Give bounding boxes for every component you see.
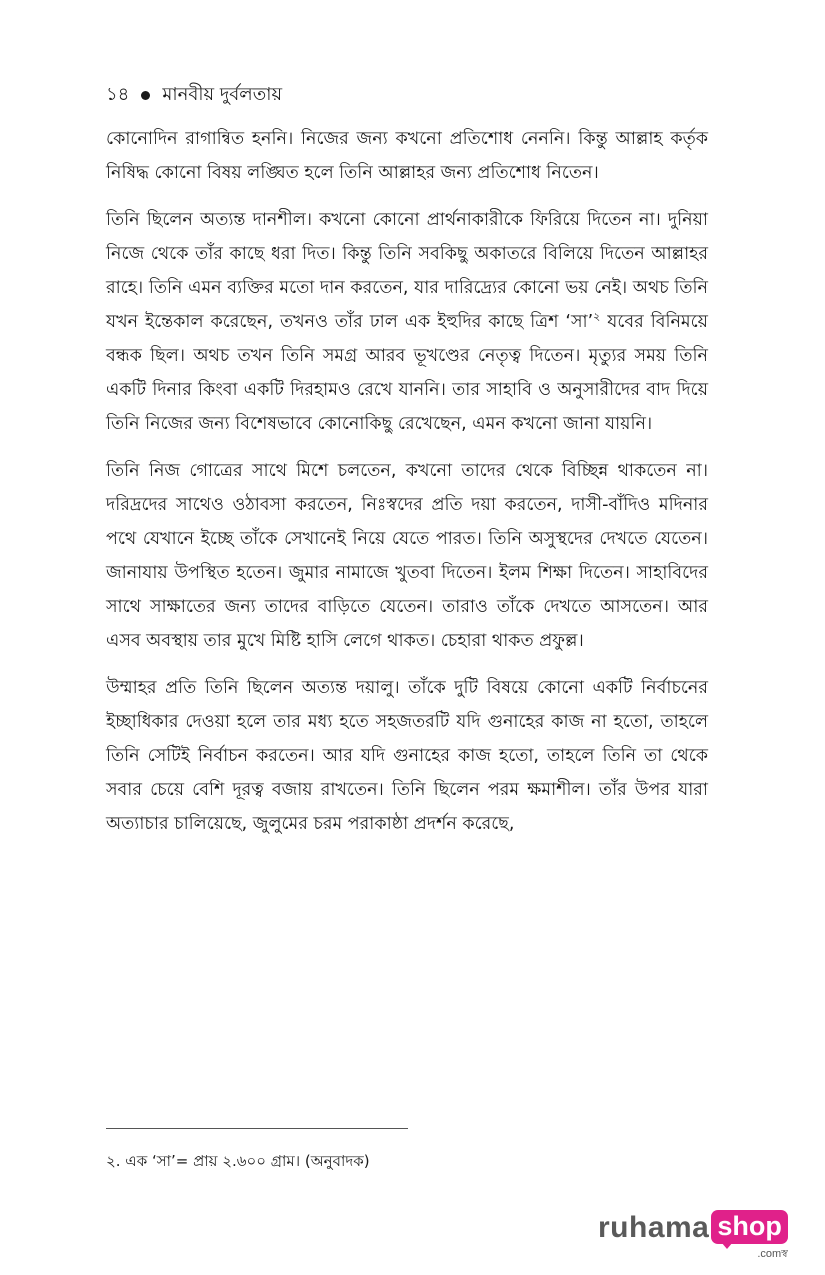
paragraph-2 — [106, 203, 708, 441]
bullet-separator — [141, 91, 150, 100]
paragraph-4: উম্মাহর প্রতি তিনি ছিলেন অত্যন্ত দয়ালু। তাঁকে দুটি বিষয়ে কোনো একটি নির্বাচনের ইচ্ছাধিকার দেওয়া হলে তার মধ্য হতে সহজতরটি যদি গুনাহের কাজ না হতো, তাহলে তিনি সেটিই নির্বাচন করতেন। আর যদি গুনাহের কাজ হতো, তাহলে তিনি তা থেকে সবার চেয়ে বেশি দূরত্ব বজায় রাখতেন। তিনি ছিলেন পরম ক্ষমাশীল। তাঁর উপর যারা অত্যাচার চালিয়েছে, জুলুমের চরম পরাকাষ্ঠা প্রদর্শন করেছে, — [106, 678, 708, 834]
logo-text-shop: shop — [711, 1210, 788, 1244]
book-title: মানবীয় দুর্বলতায় — [162, 84, 283, 105]
paragraph-2-text-b: যবের বিনিময়ে বন্ধক ছিল। অথচ তখন তিনি সমগ্র আরব ভূখণ্ডের নেতৃত্ব দিতেন। মৃত্যুর সময় তিনি একটি দিনার কিংবা একটি দিরহামও রেখে যাননি। তার সাহাবি ও অনুসারীদের বাদ দিয়ে তিনি নিজের জন্য বিশেষভাবে কোনোকিছু রেখেছেন, এমন কখনো জানা যায়নি। — [106, 312, 708, 434]
body-text — [106, 122, 708, 854]
logo-text-ruhama: ruhama — [598, 1211, 710, 1244]
footnote-reference: ২ — [593, 310, 601, 324]
logo-shop-badge — [711, 1210, 788, 1260]
paragraph-2-text-a: তিনি ছিলেন অত্যন্ত দানশীল। কখনো কোনো প্রার্থনাকারীকে ফিরিয়ে দিতেন না। দুনিয়া নিজে থেকে তাঁর কাছে ধরা দিত। কিন্তু তিনি সবকিছু অকাতরে বিলিয়ে দিতেন আল্লাহর রাহে। তিনি এমন ব্যক্তির মতো দান করতেন, যার দারিদ্র্যের কোনো ভয় নেই। অথচ তিনি যখন ইন্তেকাল করেছেন, তখনও তাঁর ঢাল এক ইহুদির কাছে ত্রিশ ‘সা’ — [106, 210, 708, 332]
footnote: ২. এক ‘সা’= প্রায় ২.৬০০ গ্রাম। (অনুবাদক) — [106, 1152, 370, 1170]
speech-bubble-tail-icon — [721, 1242, 733, 1249]
logo-domain: .comস্ব — [757, 1248, 788, 1260]
ruhamashop-logo — [598, 1210, 788, 1260]
running-header — [106, 80, 282, 111]
footnote-divider — [106, 1128, 408, 1129]
paragraph-1: কোনোদিন রাগান্বিত হননি। নিজের জন্য কখনো প্রতিশোধ নেননি। কিন্তু আল্লাহ কর্তৃক নিষিদ্ধ কোনো বিষয় লঙ্ঘিত হলে তিনি আল্লাহর জন্য প্রতিশোধ নিতেন। — [106, 129, 708, 183]
paragraph-3: তিনি নিজ গোত্রের সাথে মিশে চলতেন, কখনো তাদের থেকে বিচ্ছিন্ন থাকতেন না। দরিদ্রদের সাথেও ওঠাবসা করতেন, নিঃস্বদের প্রতি দয়া করতেন, দাসী-বাঁদিও মদিনার পথে যেখানে ইচ্ছে তাঁকে সেখানেই নিয়ে যেতে পারত। তিনি অসুস্থদের দেখতে যেতেন। জানাযায় উপস্থিত হতেন। জুমার নামাজে খুতবা দিতেন। ইলম শিক্ষা দিতেন। সাহাবিদের সাথে সাক্ষাতের জন্য তাদের বাড়িতে যেতেন। তারাও তাঁকে দেখতে আসতেন। আর এসব অবস্থায় তার মুখে মিষ্টি হাসি লেগে থাকত। চেহারা থাকত প্রফুল্ল। — [106, 461, 708, 651]
page-number: ১৪ — [106, 84, 130, 105]
